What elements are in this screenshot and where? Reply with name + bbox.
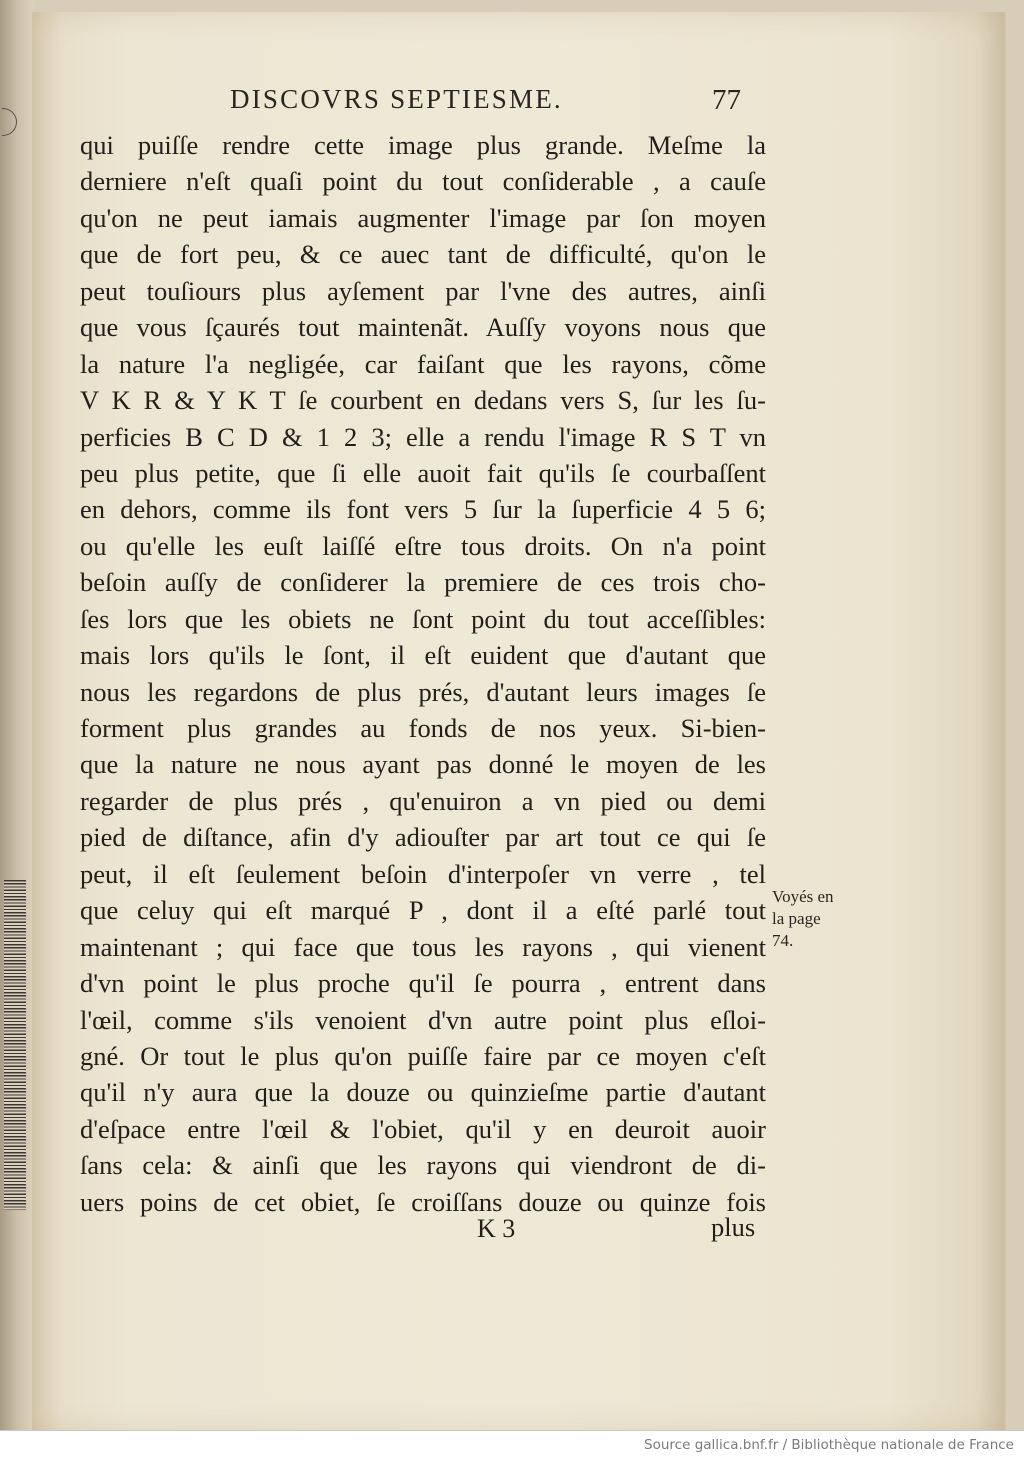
signature-mark: K 3 <box>477 1214 516 1243</box>
text-line: qu'on ne peut iamais augmenter l'image par ſon moyen <box>80 202 766 233</box>
binding-stitching <box>4 880 26 1210</box>
text-line: uers poins de cet obiet, ſe croiſſans douze ou quinze fois <box>80 1186 766 1217</box>
page-number: 77 <box>712 84 741 116</box>
text-line: d'eſpace entre l'œil & l'obiet, qu'il y en deuroit auoir <box>80 1113 766 1144</box>
source-footer <box>0 1430 1024 1461</box>
text-line: gné. Or tout le plus qu'on puiſſe faire par ce moyen c'eſt <box>80 1040 766 1071</box>
text-line: ſans cela: & ainſi que les rayons qui viendront de di- <box>80 1150 766 1181</box>
margin-note <box>772 886 864 952</box>
facing-page-edge <box>0 0 34 1430</box>
text-line: qui puiſſe rendre cette image plus grande. Meſme la <box>80 130 766 160</box>
text-line: la nature l'a negligée, car faiſant que les rayons, cõme <box>80 348 766 379</box>
source-credit: Source gallica.bnf.fr / Bibliothèque nationale de France <box>644 1437 1014 1453</box>
body-text <box>80 127 766 1220</box>
text-line: d'vn point le plus proche qu'il ſe pourra , entrent dans <box>80 968 766 999</box>
text-line: pied de diſtance, afin d'y adiouſter par art tout ce qui ſe <box>80 822 766 853</box>
text-line: ſes lors que les obiets ne ſont point du tout acceſſibles: <box>80 603 766 634</box>
text-line: maintenant ; qui face que tous les rayons , qui vienent <box>80 931 766 962</box>
catchword: plus <box>711 1212 756 1242</box>
text-line: V K R & Y K T ſe courbent en dedans vers S, ſur les ſu- <box>80 385 766 416</box>
text-line: en dehors, comme ils font vers 5 ſur la ſuperficie 4 5 6; <box>80 494 766 525</box>
text-line: beſoin auſſy de conſiderer la premiere de ces trois cho- <box>80 567 766 598</box>
text-line: perficies B C D & 1 2 3; elle a rendu l'image R S T vn <box>80 421 766 452</box>
text-line: peu plus petite, que ſi elle auoit fait qu'ils ſe courbaſſent <box>80 457 766 488</box>
text-line: qu'il n'y aura que la douze ou quinzieſme partie d'autant <box>80 1077 766 1108</box>
text-line: l'œil, comme s'ils venoient d'vn autre point plus eſloi- <box>80 1004 766 1035</box>
text-line: ou qu'elle les euſt laiſſé eſtre tous droits. On n'a point <box>80 530 766 561</box>
text-line: nous les regardons de plus prés, d'autant leurs images ſe <box>80 676 766 707</box>
text-line: que vous ſçaurés tout maintenãt. Auſſy voyons nous que <box>80 312 766 343</box>
text-line: que la nature ne nous ayant pas donné le moyen de les <box>80 749 766 780</box>
binding-mark <box>2 108 17 136</box>
text-line: derniere n'eſt quaſi point du tout conſiderable , a cauſe <box>80 166 766 197</box>
text-line: que celuy qui eſt marqué P , dont il a eſté parlé tout <box>80 895 766 926</box>
text-line: peut, il eſt ſeulement beſoin d'interpoſer vn verre , tel <box>80 858 766 889</box>
text-line: forment plus grandes au fonds de nos yeux. Si-bien- <box>80 713 766 743</box>
text-line: peut touſiours plus ayſement par l'vne des autres, ainſi <box>80 275 766 306</box>
margin-note-line: Voyés en <box>772 887 834 906</box>
running-head: DISCOVRS SEPTIESME. <box>230 84 563 114</box>
margin-note-line: la page <box>772 909 821 928</box>
text-line: que de fort peu, & ce auec tant de difficulté, qu'on le <box>80 239 766 270</box>
text-line: regarder de plus prés , qu'enuiron a vn pied ou demi <box>80 785 766 816</box>
text-line: mais lors qu'ils le ſont, il eſt euident que d'autant que <box>80 640 766 671</box>
margin-note-line: 74. <box>772 931 794 950</box>
